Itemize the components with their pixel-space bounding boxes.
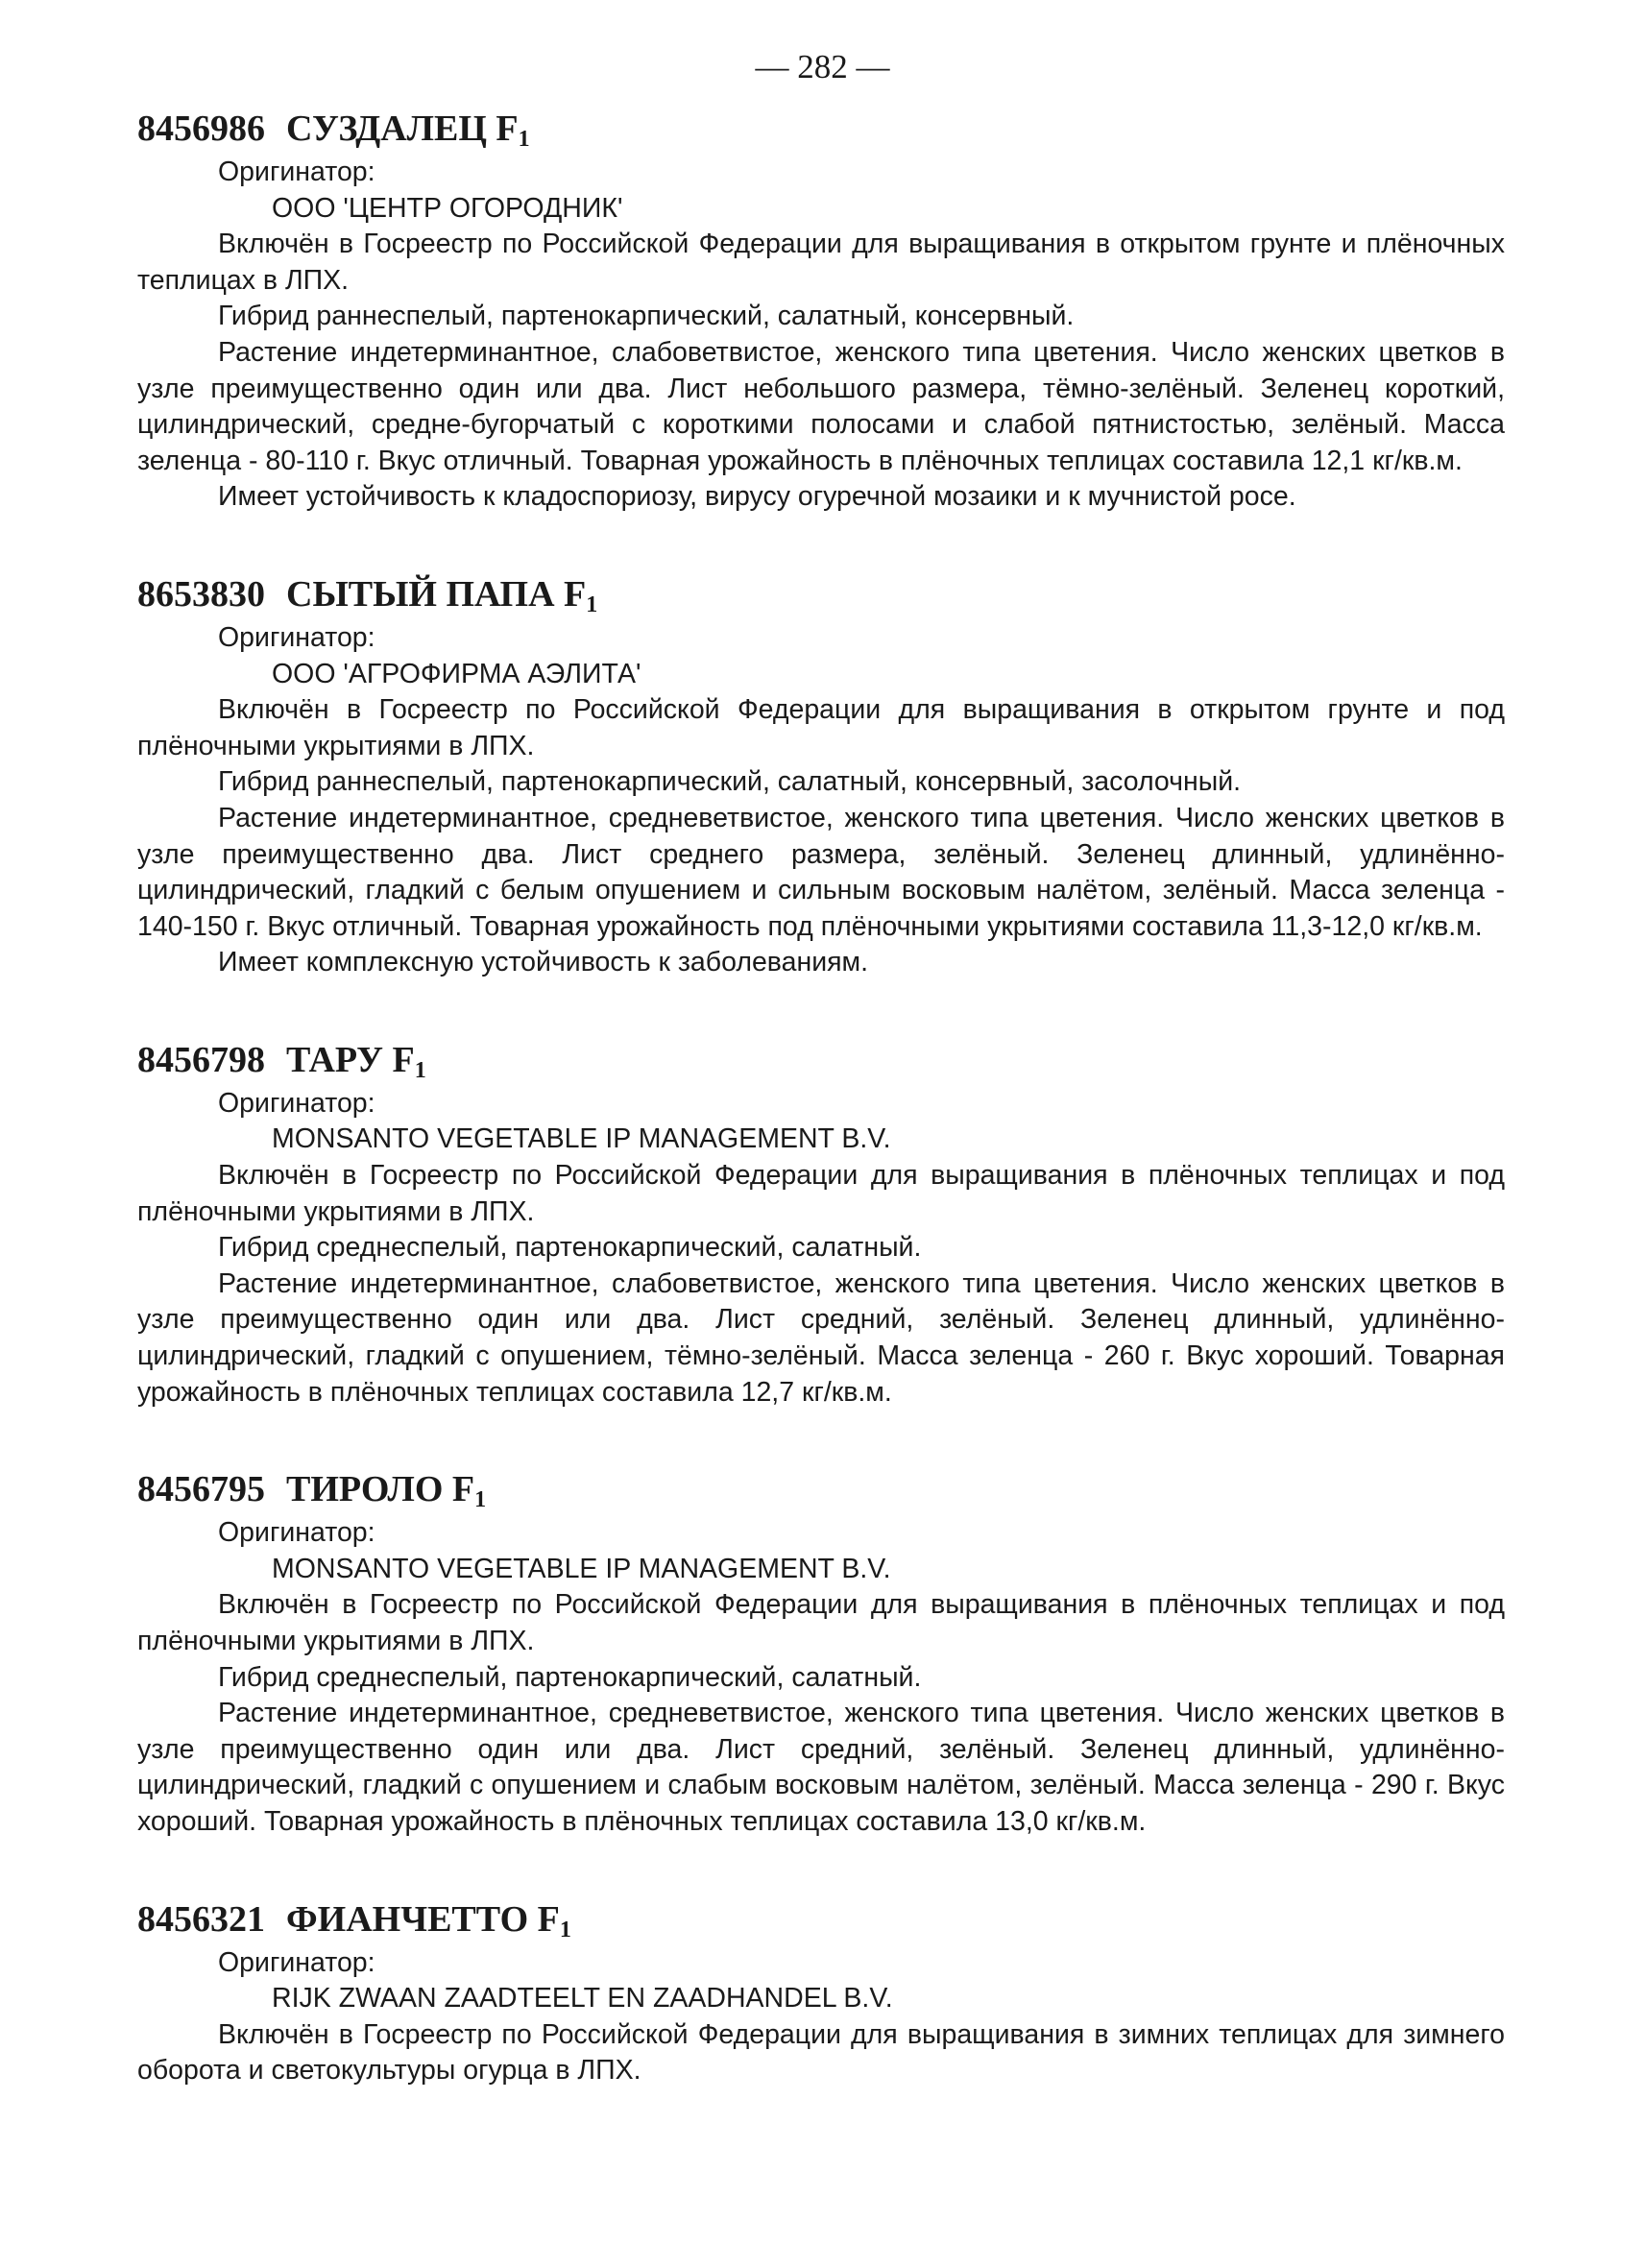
entry-name: ТИРОЛО F xyxy=(286,1469,475,1510)
entry-code: 8456795 xyxy=(137,1469,265,1510)
entry-code: 8456986 xyxy=(137,109,265,149)
entry-name-subscript: 1 xyxy=(474,1487,487,1513)
entry-paragraph: Включён в Госреестр по Российской Федерации для выращивания в открытом грунте и под плёночными укрытиями в ЛПХ. xyxy=(137,694,1505,761)
entry-paragraph: Включён в Госреестр по Российской Федерации для выращивания в плёночных теплицах и под плёночными укрытиями в ЛПХ. xyxy=(137,1160,1505,1227)
entry-name-subscript: 1 xyxy=(518,127,530,152)
entry-title xyxy=(137,1894,1505,1945)
entry-code: 8456798 xyxy=(137,1039,265,1080)
entry-title xyxy=(137,1034,1505,1086)
entry-paragraph: Растение индетерминантное, слабоветвистое, женского типа цветения. Число женских цветков в узле преимущественно один или два. Лист небольшого размера, тёмно-зелёный. Зеленец короткий, цилиндрический, средне-бугорчатый с короткими полосами и слабой пятнистостью, зелёный. Масса зеленца - 80-110 г. Вкус отличный. Товарная урожайность в плёночных теплицах составила 12,1 кг/кв.м. xyxy=(137,336,1505,476)
entry-paragraph: Гибрид среднеспелый, партенокарпический, салатный. xyxy=(218,1232,922,1264)
entry-paragraph: Гибрид раннеспелый, партенокарпический, салатный, консервный, засолочный. xyxy=(218,766,1242,798)
originator-label: Оригинатор: xyxy=(218,157,375,187)
entry-name: ФИАНЧЕТТО F xyxy=(286,1898,560,1940)
originator-label: Оригинатор: xyxy=(218,621,375,653)
entry-paragraph: Имеет устойчивость к кладоспориозу, вирусу огуречной мозаики и к мучнистой росе. xyxy=(218,481,1296,513)
entry-paragraph: Включён в Госреестр по Российской Федерации для выращивания в открытом грунте и плёночных теплицах в ЛПХ. xyxy=(137,229,1505,296)
entry-code: 8653830 xyxy=(137,573,265,615)
entry-name: СУЗДАЛЕЦ F xyxy=(286,109,519,149)
entry-paragraph: Растение индетерминантное, средневетвистое, женского типа цветения. Число женских цветков в узле преимущественно один или два. Лист средний, зелёный. Зеленец длинный, удлинённо-цилиндрический, гладкий с опушением и слабым восковым налётом, зелёный. Масса зеленца - 290 г. Вкус хороший. Товарная урожайность в плёночных теплицах составила 13,0 кг/кв.м. xyxy=(137,1698,1505,1837)
variety-entry xyxy=(137,1463,1505,1840)
originator-label: Оригинатор: xyxy=(218,1517,375,1549)
entry-paragraph: Гибрид среднеспелый, партенокарпический, салатный. xyxy=(218,1661,922,1693)
originator-name: ООО 'ЦЕНТР ОГОРОДНИК' xyxy=(272,192,623,224)
variety-entry xyxy=(137,1034,1505,1411)
originator-label: Оригинатор: xyxy=(218,1946,375,1978)
entry-title xyxy=(137,568,1505,620)
originator-name: MONSANTO VEGETABLE IP MANAGEMENT B.V. xyxy=(272,1123,891,1155)
variety-entry xyxy=(137,1894,1505,2089)
entry-code: 8456321 xyxy=(137,1898,265,1940)
entry-name: ТАРУ F xyxy=(286,1039,415,1080)
entry-paragraph: Включён в Госреестр по Российской Федерации для выращивания в зимних теплицах для зимнего оборота и светокультуры огурца в ЛПХ. xyxy=(137,2018,1505,2087)
page-number: — 282 — xyxy=(755,48,890,85)
entry-title xyxy=(137,1463,1505,1515)
entry-paragraph: Растение индетерминантное, слабоветвистое, женского типа цветения. Число женских цветков в узле преимущественно один или два. Лист средний, зелёный. Зеленец длинный, удлинённо-цилиндрический, гладкий с опушением, тёмно-зелёный. Масса зеленца - 260 г. Вкус хороший. Товарная урожайность в плёночных теплицах составила 12,7 кг/кв.м. xyxy=(137,1267,1505,1408)
entry-title xyxy=(137,103,1505,155)
variety-entry xyxy=(137,568,1505,981)
entry-name-subscript: 1 xyxy=(586,591,598,617)
entry-paragraph: Включён в Госреестр по Российской Федерации для выращивания в плёночных теплицах и под плёночными укрытиями в ЛПХ. xyxy=(137,1589,1505,1656)
originator-name: MONSANTO VEGETABLE IP MANAGEMENT B.V. xyxy=(272,1553,891,1584)
entry-name-subscript: 1 xyxy=(559,1917,571,1942)
variety-entry xyxy=(137,103,1505,516)
entry-name: СЫТЫЙ ПАПА F xyxy=(286,573,587,615)
entries-list xyxy=(137,103,1505,2089)
originator-name: ООО 'АГРОФИРМА АЭЛИТА' xyxy=(272,658,641,689)
entry-paragraph: Растение индетерминантное, средневетвистое, женского типа цветения. Число женских цветков в узле преимущественно два. Лист среднего размера, зелёный. Зеленец длинный, удлинённо-цилиндрический, гладкий с белым опушением и сильным восковым налётом, зелёный. Масса зеленца - 140-150 г. Вкус отличный. Товарная урожайность под плёночными укрытиями составила 11,3-12,0 кг/кв.м. xyxy=(137,802,1505,942)
originator-label: Оригинатор: xyxy=(218,1087,375,1119)
entry-paragraph: Гибрид раннеспелый, партенокарпический, салатный, консервный. xyxy=(218,301,1075,332)
entry-paragraph: Имеет комплексную устойчивость к заболеваниям. xyxy=(218,947,869,978)
entry-name-subscript: 1 xyxy=(414,1057,426,1083)
originator-name: RIJK ZWAAN ZAADTEELT EN ZAADHANDEL B.V. xyxy=(272,1983,893,2015)
